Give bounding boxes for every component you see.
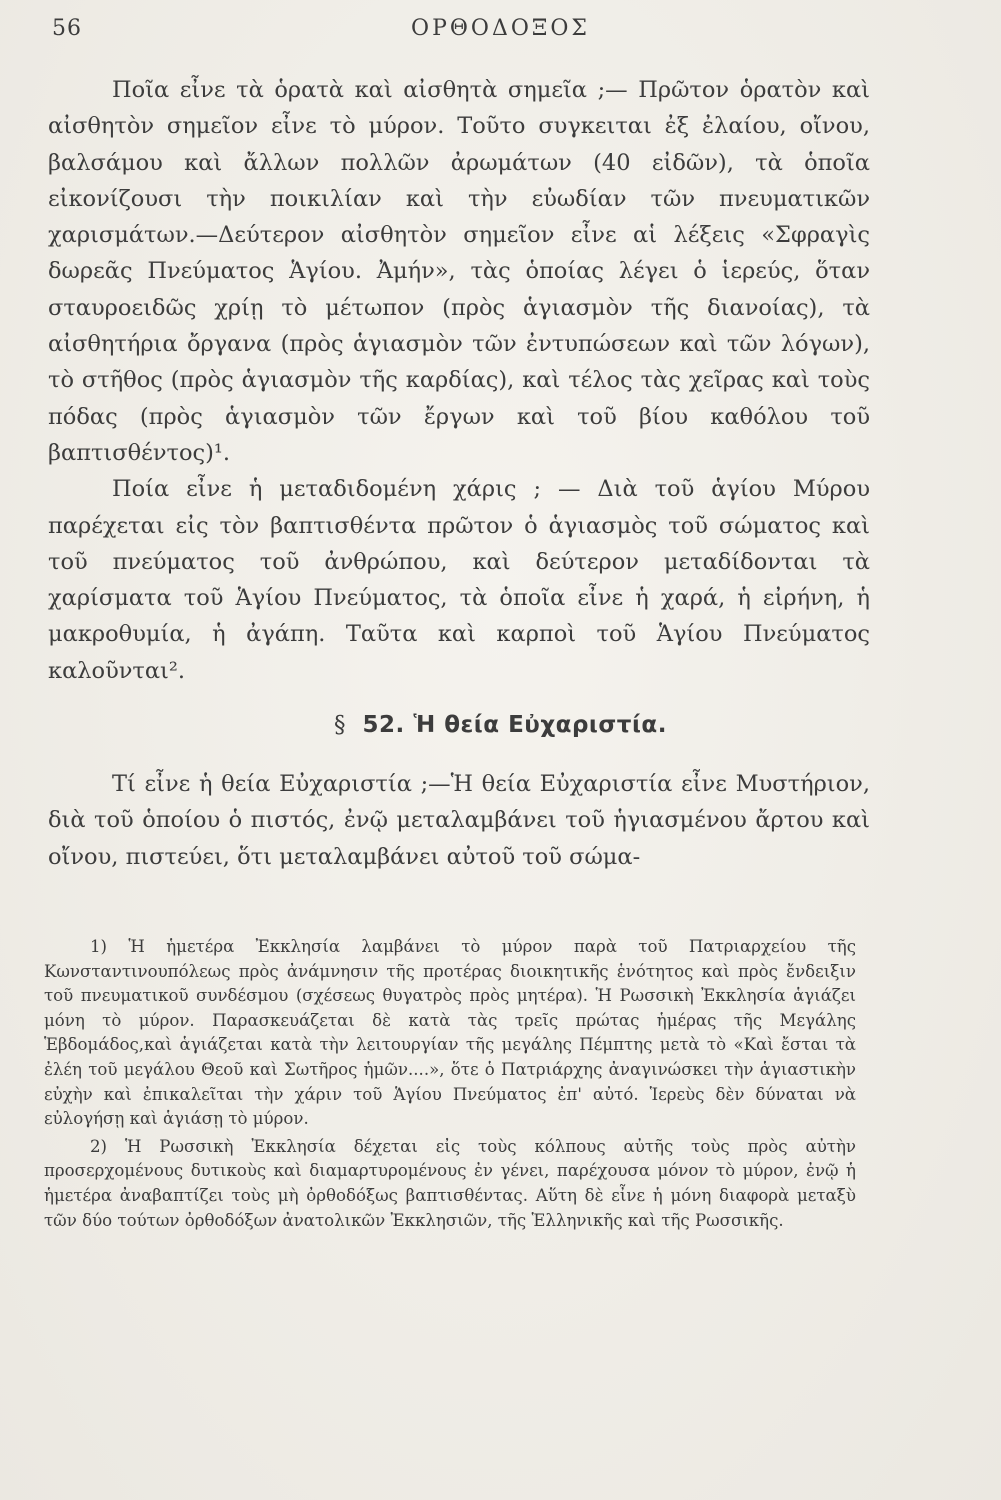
section-title: Ἡ θεία Εὐχαριστία.	[413, 712, 667, 738]
footnotes	[44, 935, 856, 1233]
footnote-2: 2) Ἡ Ρωσσικὴ Ἐκκλησία δέχεται εἰς τοὺς κόλπους αὐτῆς τοὺς πρὸς αὐτὴν προσερχομένους δυτικοὺς καὶ διαμαρτυρομένους ἐν γένει, παρέχουσα μόνον τὸ μύρον, ἐνῷ ἡ ἡμετέρα ἀναβαπτίζει τοὺς μὴ ὀρθοδόξως βαπτισθέντας. Αὕτη δὲ εἶνε ἡ μόνη διαφορὰ μεταξὺ τῶν δύο τούτων ὀρθοδόξων ἀνατολικῶν Ἐκκλησιῶν, τῆς Ἑλληνικῆς καὶ τῆς Ρωσσικῆς.	[44, 1136, 856, 1230]
footnote-1: 1) Ἡ ἡμετέρα Ἐκκλησία λαμβάνει τὸ μύρον παρὰ τοῦ Πατριαρχείου τῆς Κωνσταντινουπόλεως πρὸς ἀνάμνησιν τῆς προτέρας διοικητικῆς ἑνότητος καὶ πρὸς ἔνδειξιν τοῦ πνευματικοῦ συνδέσμου (σχέσεως θυγατρὸς πρὸς μητέρα). Ἡ Ρωσσικὴ Ἐκκλησία ἁγιάζει μόνη τὸ μύρον. Παρασκευάζεται δὲ κατὰ τὰς τρεῖς πρώτας ἡμέρας τῆς Μεγάλης Ἑβδομάδος,καὶ ἁγιάζεται κατὰ τὴν λειτουργίαν τῆς μεγάλης Πέμπτης μετὰ τὸ «Καὶ ἔσται τὰ ἐλέη τοῦ μεγάλου Θεοῦ καὶ Σωτῆρος ἡμῶν....», ὅτε ὁ Πατριάρχης ἀναγινώσκει τὴν ἁγιαστικὴν εὐχὴν καὶ ἐπικαλεῖται τὴν χάριν τοῦ Ἁγίου Πνεύματος ἐπ' αὐτό. Ἱερεὺς δὲν δύναται νὰ εὐλογήσῃ καὶ ἁγιάσῃ τὸ μύρον.	[44, 937, 856, 1129]
section-heading	[0, 712, 1001, 738]
section-number: 52.	[362, 712, 405, 738]
section-text	[48, 766, 870, 875]
page-number: 56	[52, 16, 82, 41]
main-text	[48, 72, 870, 689]
paragraph-grace: Ποία εἶνε ἡ μεταδιδομένη χάρις ; — Διὰ τοῦ ἁγίου Μύρου παρέχεται εἰς τὸν βαπτισθέντα πρῶτον ὁ ἁγιασμὸς τοῦ σώματος καὶ τοῦ πνεύματος τοῦ ἀνθρώπου, καὶ δεύτερον μεταδίδονται τὰ χαρίσματα τοῦ Ἁγίου Πνεύματος, τὰ ὁποῖα εἶνε ἡ χαρά, ἡ εἰρήνη, ἡ μακροθυμία, ἡ ἀγάπη. Ταῦτα καὶ καρποὶ τοῦ Ἁγίου Πνεύματος καλοῦνται².	[48, 476, 870, 684]
running-title: ΟΡΘΟΔΟΞΟΣ	[411, 16, 590, 41]
section-symbol: §	[334, 712, 347, 738]
paragraph-visible-signs: Ποῖα εἶνε τὰ ὁρατὰ καὶ αἰσθητὰ σημεῖα ;— Πρῶτον ὁρατὸν καὶ αἰσθητὸν σημεῖον εἶνε τὸ μύρον. Τοῦτο συγκειται ἐξ ἐλαίου, οἴνου, βαλσάμου καὶ ἄλλων πολλῶν ἀρωμάτων (40 εἰδῶν), τὰ ὁποῖα εἰκονίζουσι τὴν ποικιλίαν καὶ τὴν εὐωδίαν τῶν πνευματικῶν χαρισμάτων.—Δεύτερον αἰσθητὸν σημεῖον εἶνε αἱ λέξεις «Σφραγὶς δωρεᾶς Πνεύματος Ἁγίου. Ἀμήν», τὰς ὁποίας λέγει ὁ ἱερεύς, ὅταν σταυροειδῶς χρίῃ τὸ μέτωπον (πρὸς ἁγιασμὸν τῆς διανοίας), τὰ αἰσθητήρια ὄργανα (πρὸς ἁγιασμὸν τῶν ἐντυπώσεων καὶ τῶν λόγων), τὸ στῆθος (πρὸς ἁγιασμὸν τῆς καρδίας), καὶ τέλος τὰς χεῖρας καὶ τοὺς πόδας (πρὸς ἁγιασμὸν τῶν ἔργων καὶ τοῦ βίου καθόλου τοῦ βαπτισθέντος)¹.	[48, 77, 870, 466]
paragraph-eucharist: Τί εἶνε ἡ θεία Εὐχαριστία ;—Ἡ θεία Εὐχαριστία εἶνε Μυστήριον, διὰ τοῦ ὁποίου ὁ πιστός, ἐνῷ μεταλαμβάνει τοῦ ἡγιασμένου ἄρτου καὶ οἴνου, πιστεύει, ὅτι μεταλαμβάνει αὐτοῦ τοῦ σώμα-	[48, 771, 870, 870]
